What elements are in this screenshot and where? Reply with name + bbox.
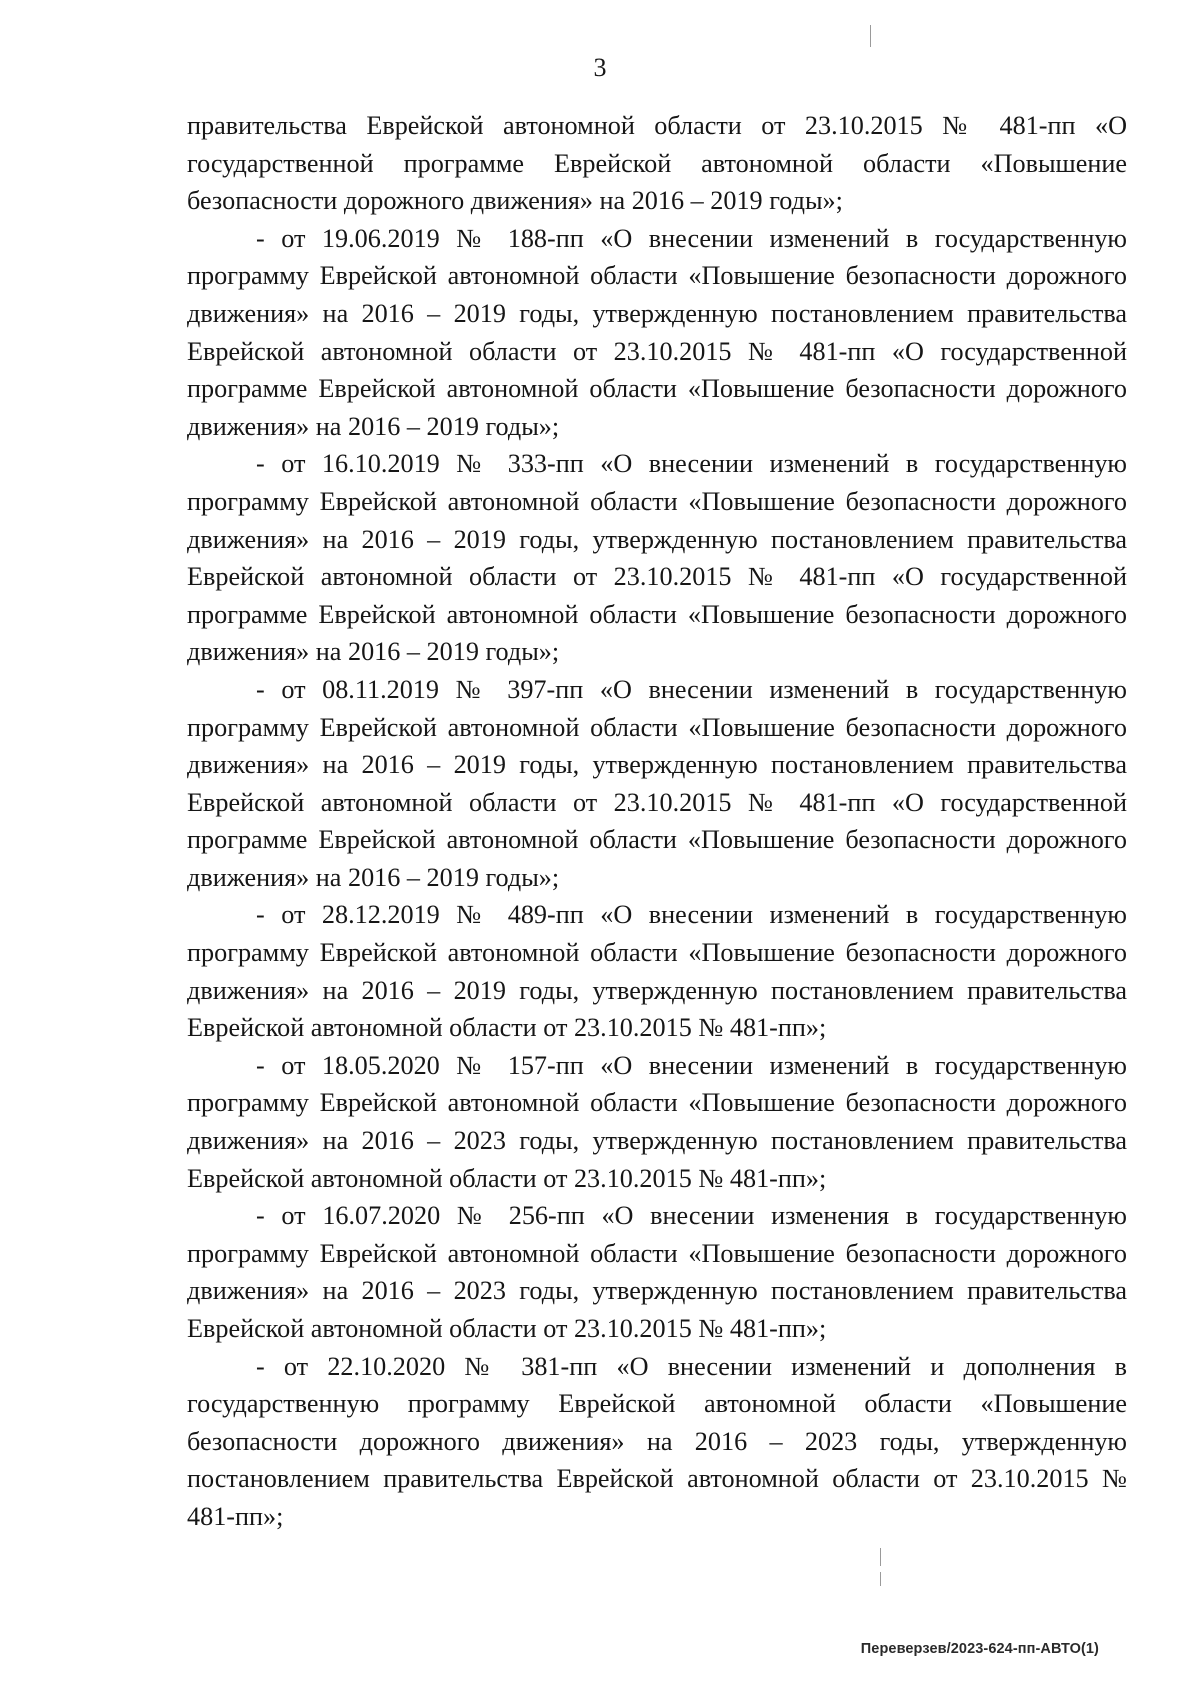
list-item-amendment: - от 16.07.2020 № 256-пп «О внесении изменения в государственную программу Еврейской автономной области «Повышение безопасности дорожного движения» на 2016 – 2023 годы, утвержденную постановлением правительства Еврейской автономной области от 23.10.2015 № 481-пп»; bbox=[187, 1201, 1127, 1343]
document-body bbox=[187, 107, 1127, 1536]
list-item-amendment: - от 28.12.2019 № 489-пп «О внесении изменений в государственную программу Еврейской автономной области «Повышение безопасности дорожного движения» на 2016 – 2019 годы, утвержденную постановлением правительства Еврейской автономной области от 23.10.2015 № 481-пп»; bbox=[187, 900, 1127, 1043]
scan-artifact-line bbox=[870, 25, 871, 47]
paragraph-continuation: правительства Еврейской автономной области от 23.10.2015 № 481-пп «О государственной программе Еврейской автономной области «Повышение безопасности дорожного движения» на 2016 – 2019 годы»; bbox=[187, 111, 1127, 216]
list-item-amendment: - от 18.05.2020 № 157-пп «О внесении изменений в государственную программу Еврейской автономной области «Повышение безопасности дорожного движения» на 2016 – 2023 годы, утвержденную постановлением правительства Еврейской автономной области от 23.10.2015 № 481-пп»; bbox=[187, 1050, 1127, 1193]
document-reference: Переверзев/2023-624-пп-АВТО(1) bbox=[860, 1641, 1099, 1657]
scan-artifact-line bbox=[880, 1548, 881, 1566]
list-item-amendment: - от 08.11.2019 № 397-пп «О внесении изменений в государственную программу Еврейской автономной области «Повышение безопасности дорожного движения» на 2016 – 2019 годы, утвержденную постановлением правительства Еврейской автономной области от 23.10.2015 № 481-пп «О государственной программе Еврейской автономной области «Повышение безопасности дорожного движения» на 2016 – 2019 годы»; bbox=[187, 674, 1127, 892]
list-item-amendment: - от 19.06.2019 № 188-пп «О внесении изменений в государственную программу Еврейской автономной области «Повышение безопасности дорожного движения» на 2016 – 2019 годы, утвержденную постановлением правительства Еврейской автономной области от 23.10.2015 № 481-пп «О государственной программе Еврейской автономной области «Повышение безопасности дорожного движения» на 2016 – 2019 годы»; bbox=[187, 223, 1127, 441]
list-item-amendment: - от 16.10.2019 № 333-пп «О внесении изменений в государственную программу Еврейской автономной области «Повышение безопасности дорожного движения» на 2016 – 2019 годы, утвержденную постановлением правительства Еврейской автономной области от 23.10.2015 № 481-пп «О государственной программе Еврейской автономной области «Повышение безопасности дорожного движения» на 2016 – 2019 годы»; bbox=[187, 449, 1127, 667]
scan-artifact-line bbox=[880, 1572, 881, 1586]
list-item-amendment: - от 22.10.2020 № 381-пп «О внесении изменений и дополнения в государственную программу Еврейской автономной области «Повышение безопасности дорожного движения» на 2016 – 2023 годы, утвержденную постановлением правительства Еврейской автономной области от 23.10.2015 № 481-пп»; bbox=[187, 1351, 1127, 1531]
page-number: 3 bbox=[593, 53, 607, 82]
